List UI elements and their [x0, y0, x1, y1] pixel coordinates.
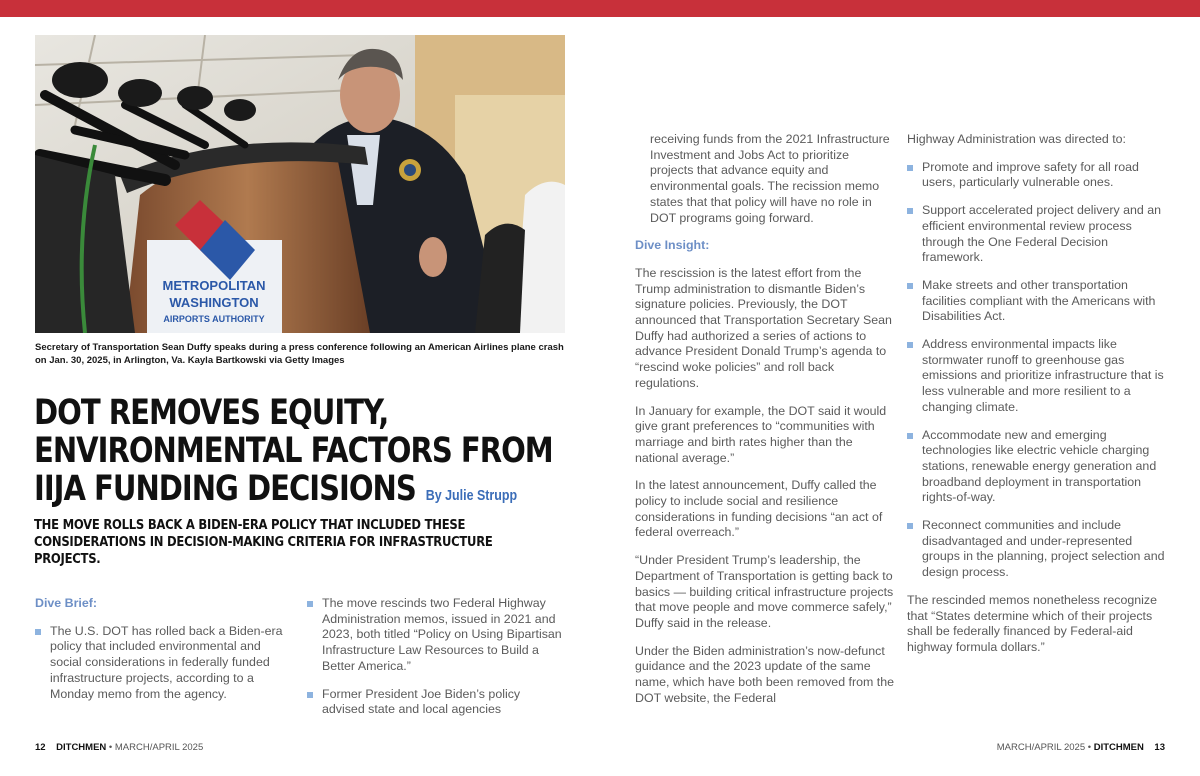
list-item: Address environmental impacts like stormwater runoff to greenhouse gas emissions and prioritize infrastructure that is less vulnerable and more resilient to a changing climate.: [907, 337, 1169, 416]
list-item: Promote and improve safety for all road users, particularly vulnerable ones.: [907, 160, 1169, 191]
column-1: [35, 596, 290, 714]
continued-bullet-text: receiving funds from the 2021 Infrastructure Investment and Jobs Act to prioritize projects that advance equity and environmental goals. The recission memo states that that policy will have no role in DOT programs going forward.: [650, 132, 890, 225]
sign-text-line1: METROPOLITAN: [162, 278, 266, 293]
footer-left: [35, 742, 203, 753]
sign-text-line3: AIRPORTS AUTHORITY: [163, 314, 265, 324]
article-headline: [34, 393, 553, 515]
page-number-right: 13: [1154, 742, 1165, 753]
list-item: The U.S. DOT has rolled back a Biden-era policy that included environmental and social considerations in federally funded infrastructure projects, according to a Monday memo from the agency.: [35, 624, 290, 703]
dive-brief-list: [35, 624, 290, 703]
list-item: Former President Joe Biden’s policy advised state and local agencies: [307, 687, 562, 718]
paragraph: The rescinded memos nonetheless recognize that “States determine which of their projects shall be federally financed by Federal-aid highway formula dollars.”: [907, 592, 1158, 654]
list-item: Accommodate new and emerging technologies like electric vehicle charging stations, renewable energy generation and broadband deployment in transportation rights-of-way.: [907, 428, 1169, 507]
publication-name-left: DITCHMEN: [56, 742, 107, 753]
column-3: [635, 132, 895, 719]
paragraph: In the latest announcement, Duffy called the policy to include social and resilience considerations in funding decisions “an act of federal overreach.”: [635, 478, 883, 540]
headline-line-3: IIJA FUNDING DECISIONS: [34, 469, 416, 509]
paragraph: In January for example, the DOT said it would give grant preferences to “communities with marriage and birth rates higher than the national average.”: [635, 403, 887, 465]
dive-brief-list-continued: [307, 596, 562, 718]
fhwa-directive-list: [907, 160, 1169, 581]
dive-insight-heading: Dive Insight:: [635, 238, 710, 253]
column-4: [907, 132, 1169, 668]
headline-line-2: ENVIRONMENTAL FACTORS FROM: [34, 431, 553, 471]
headline-line-3-wrap: [34, 469, 518, 515]
list-item: Make streets and other transportation facilities compliant with the Americans with Disabilities Act.: [907, 278, 1169, 325]
list-item: The move rescinds two Federal Highway Administration memos, issued in 2021 and 2023, both titled “Policy on Using Bipartisan Infrastructure Law Resources to Build a Better America.”: [307, 596, 562, 675]
photo-caption: Secretary of Transportation Sean Duffy speaks during a press conference following an American Airlines plane crash on Jan. 30, 2025, in Arlington, Va. Kayla Bartkowski via Getty Images: [35, 342, 564, 366]
sign-text-line2: WASHINGTON: [169, 295, 259, 310]
headline-line-1: DOT REMOVES EQUITY,: [34, 393, 389, 433]
publication-name-right: DITCHMEN: [1093, 742, 1144, 753]
list-item: Support accelerated project delivery and an efficient environmental review process through the One Federal Decision framework.: [907, 203, 1169, 266]
list-item: Reconnect communities and include disadvantaged and under-represented groups in the planning, project selection and design process.: [907, 518, 1169, 581]
issue-date-right: MARCH/APRIL 2025 •: [996, 742, 1094, 753]
column-2: [307, 596, 562, 730]
paragraph: “Under President Trump’s leadership, the Department of Transportation is getting back to basics — building critical infrastructure projects that move people and move commerce safely,” Duffy said in the release.: [635, 553, 894, 630]
page-number-left: 12: [35, 742, 46, 753]
byline: By Julie Strupp: [425, 487, 518, 504]
paragraph: Under the Biden administration’s now-defunct guidance and the 2023 update of the same name, which have both been removed from the DOT website, the Federal: [635, 643, 894, 705]
dive-brief-heading: Dive Brief:: [35, 596, 97, 610]
article-photo: [35, 35, 565, 333]
footer-right: [997, 742, 1165, 753]
issue-date-left: • MARCH/APRIL 2025: [106, 742, 204, 753]
paragraph: The rescission is the latest effort from the Trump administration to dismantle Biden’s signature policies. Previously, the DOT announced that Transportation Secretary Sean Duffy had authorized a series of actions to advance President Donald Trump’s agenda to “rescind woke policies” and roll back regulations.: [635, 265, 892, 390]
paragraph: Highway Administration was directed to:: [907, 132, 1127, 146]
top-accent-bar: [0, 0, 1200, 17]
article-dek: THE MOVE ROLLS BACK A BIDEN-ERA POLICY THAT INCLUDED THESE CONSIDERATIONS IN DECISION-MAKING CRITERIA FOR INFRASTRUCTURE PROJECTS.: [34, 517, 493, 567]
